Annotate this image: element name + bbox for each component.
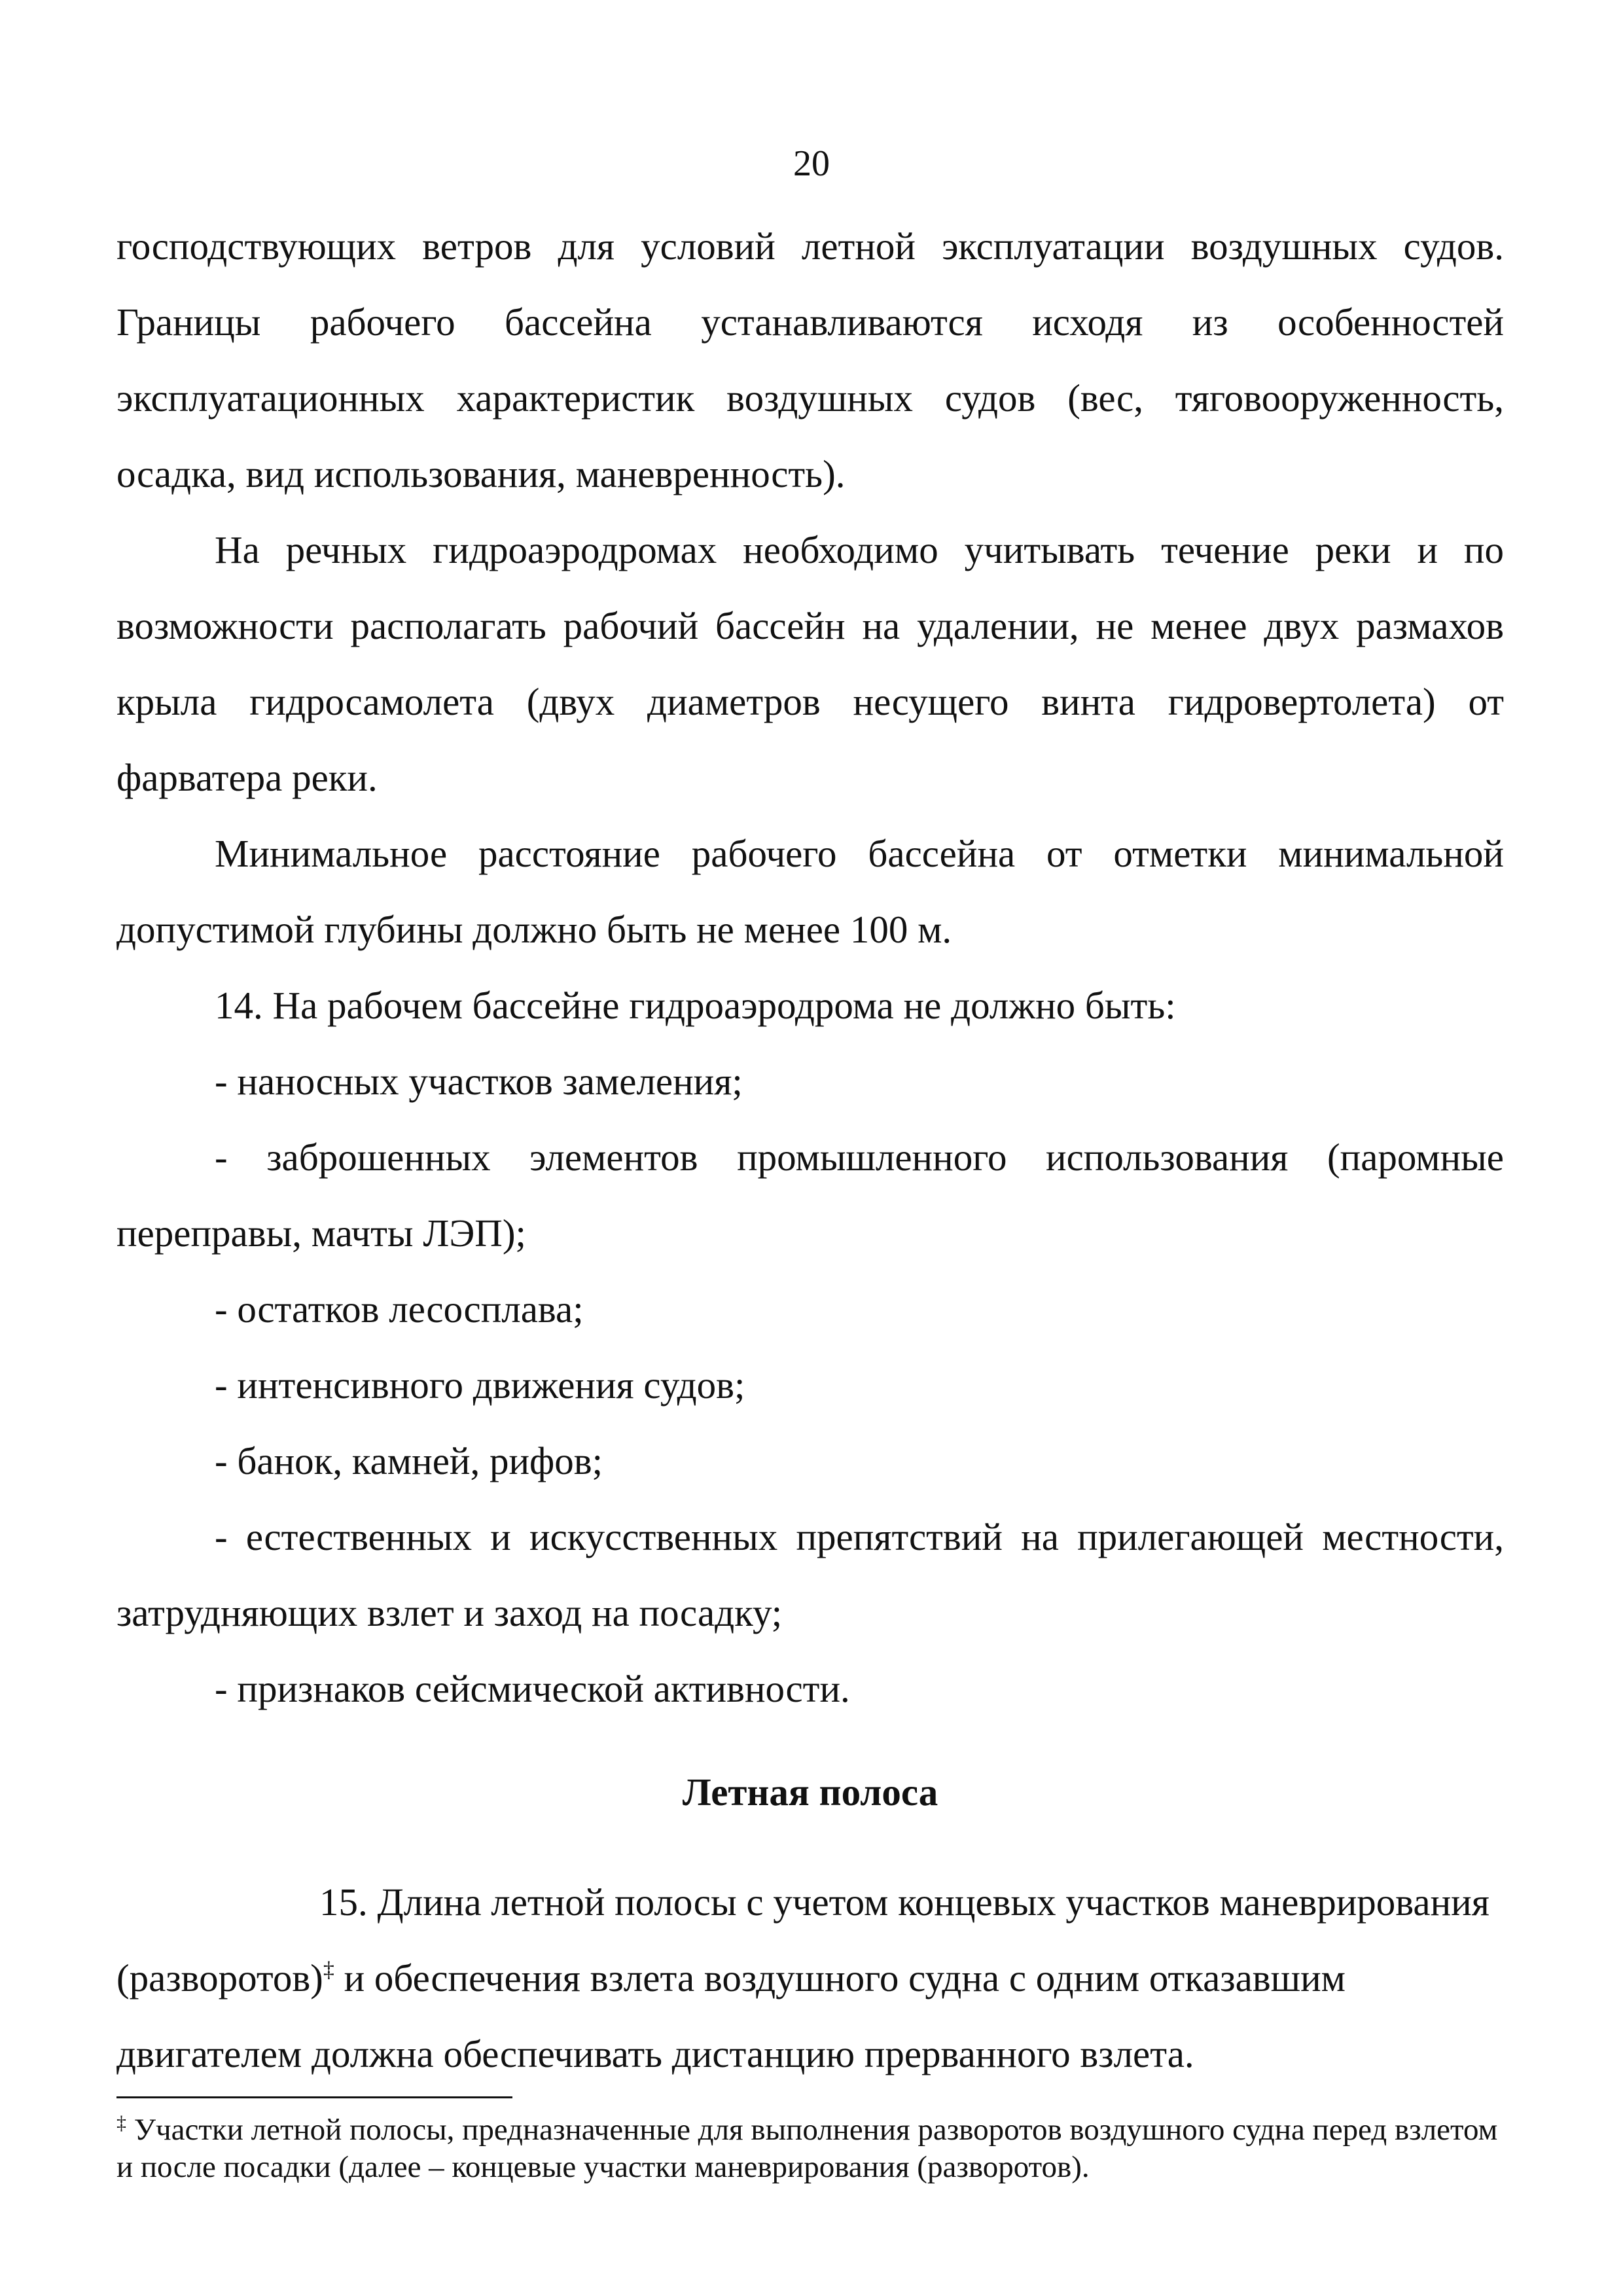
body-text bbox=[116, 208, 1504, 2092]
paragraph-item-14: 14. На рабочем бассейне гидроаэродрома не должно быть: bbox=[215, 984, 1176, 1027]
paragraph-item-15-end: и обеспечения взлета воздушного судна с одним отказавшим двигателем должна обеспечивать дистанцию прерванного взлета. bbox=[116, 1956, 1346, 2075]
footnote-text: Участки летной полосы, предназначенные для выполнения разворотов воздушного судна перед взлетом и после посадки (далее – концевые участки маневрирования (разворотов). bbox=[116, 2113, 1498, 2184]
list-item: - наносных участков замеления; bbox=[215, 1060, 743, 1103]
footnote-mark: ‡ bbox=[116, 2112, 126, 2134]
page-number: 20 bbox=[793, 143, 830, 184]
list-item: - банок, камней, рифов; bbox=[215, 1439, 603, 1482]
list-item: - интенсивного движения судов; bbox=[215, 1363, 745, 1407]
list-item: - заброшенных элементов промышленного использования (паромные переправы, мачты ЛЭП); bbox=[116, 1136, 1504, 1255]
list-item: - остатков лесосплава; bbox=[215, 1287, 584, 1331]
footnote bbox=[116, 2111, 1504, 2186]
footnote-reference-mark: ‡ bbox=[323, 1958, 334, 1982]
paragraph-river-hydro-aerodromes: На речных гидроаэродромах необходимо учитывать течение реки и по возможности располагать рабочий бассейн на удалении, не менее двух размахов крыла гидросамолета (двух диаметров несущего винта гидровертолета) от фарватера реки. bbox=[116, 528, 1504, 799]
footnote-separator bbox=[116, 2096, 512, 2098]
list-item: - признаков сейсмической активности. bbox=[215, 1667, 850, 1710]
paragraph-item-15-start: 15. Длина летной полосы с учетом концевых участков маневрирования (разворотов) bbox=[116, 1880, 1489, 2000]
paragraph-item-15 bbox=[116, 1864, 1504, 2092]
list-item: - естественных и искусственных препятствий на прилегающей местности, затрудняющих взлет и заход на посадку; bbox=[116, 1515, 1504, 1634]
paragraph-minimum-distance: Минимальное расстояние рабочего бассейна от отметки минимальной допустимой глубины должно быть не менее 100 м. bbox=[116, 832, 1504, 951]
section-heading: Летная полоса bbox=[682, 1770, 938, 1814]
paragraph-working-basin-boundaries: господствующих ветров для условий летной эксплуатации воздушных судов. Границы рабочего бассейна устанавливаются исходя из особенностей эксплуатационных характеристик воздушных судов (вес, тяговооруженность, осадка, вид использования, маневренность). bbox=[116, 224, 1504, 495]
